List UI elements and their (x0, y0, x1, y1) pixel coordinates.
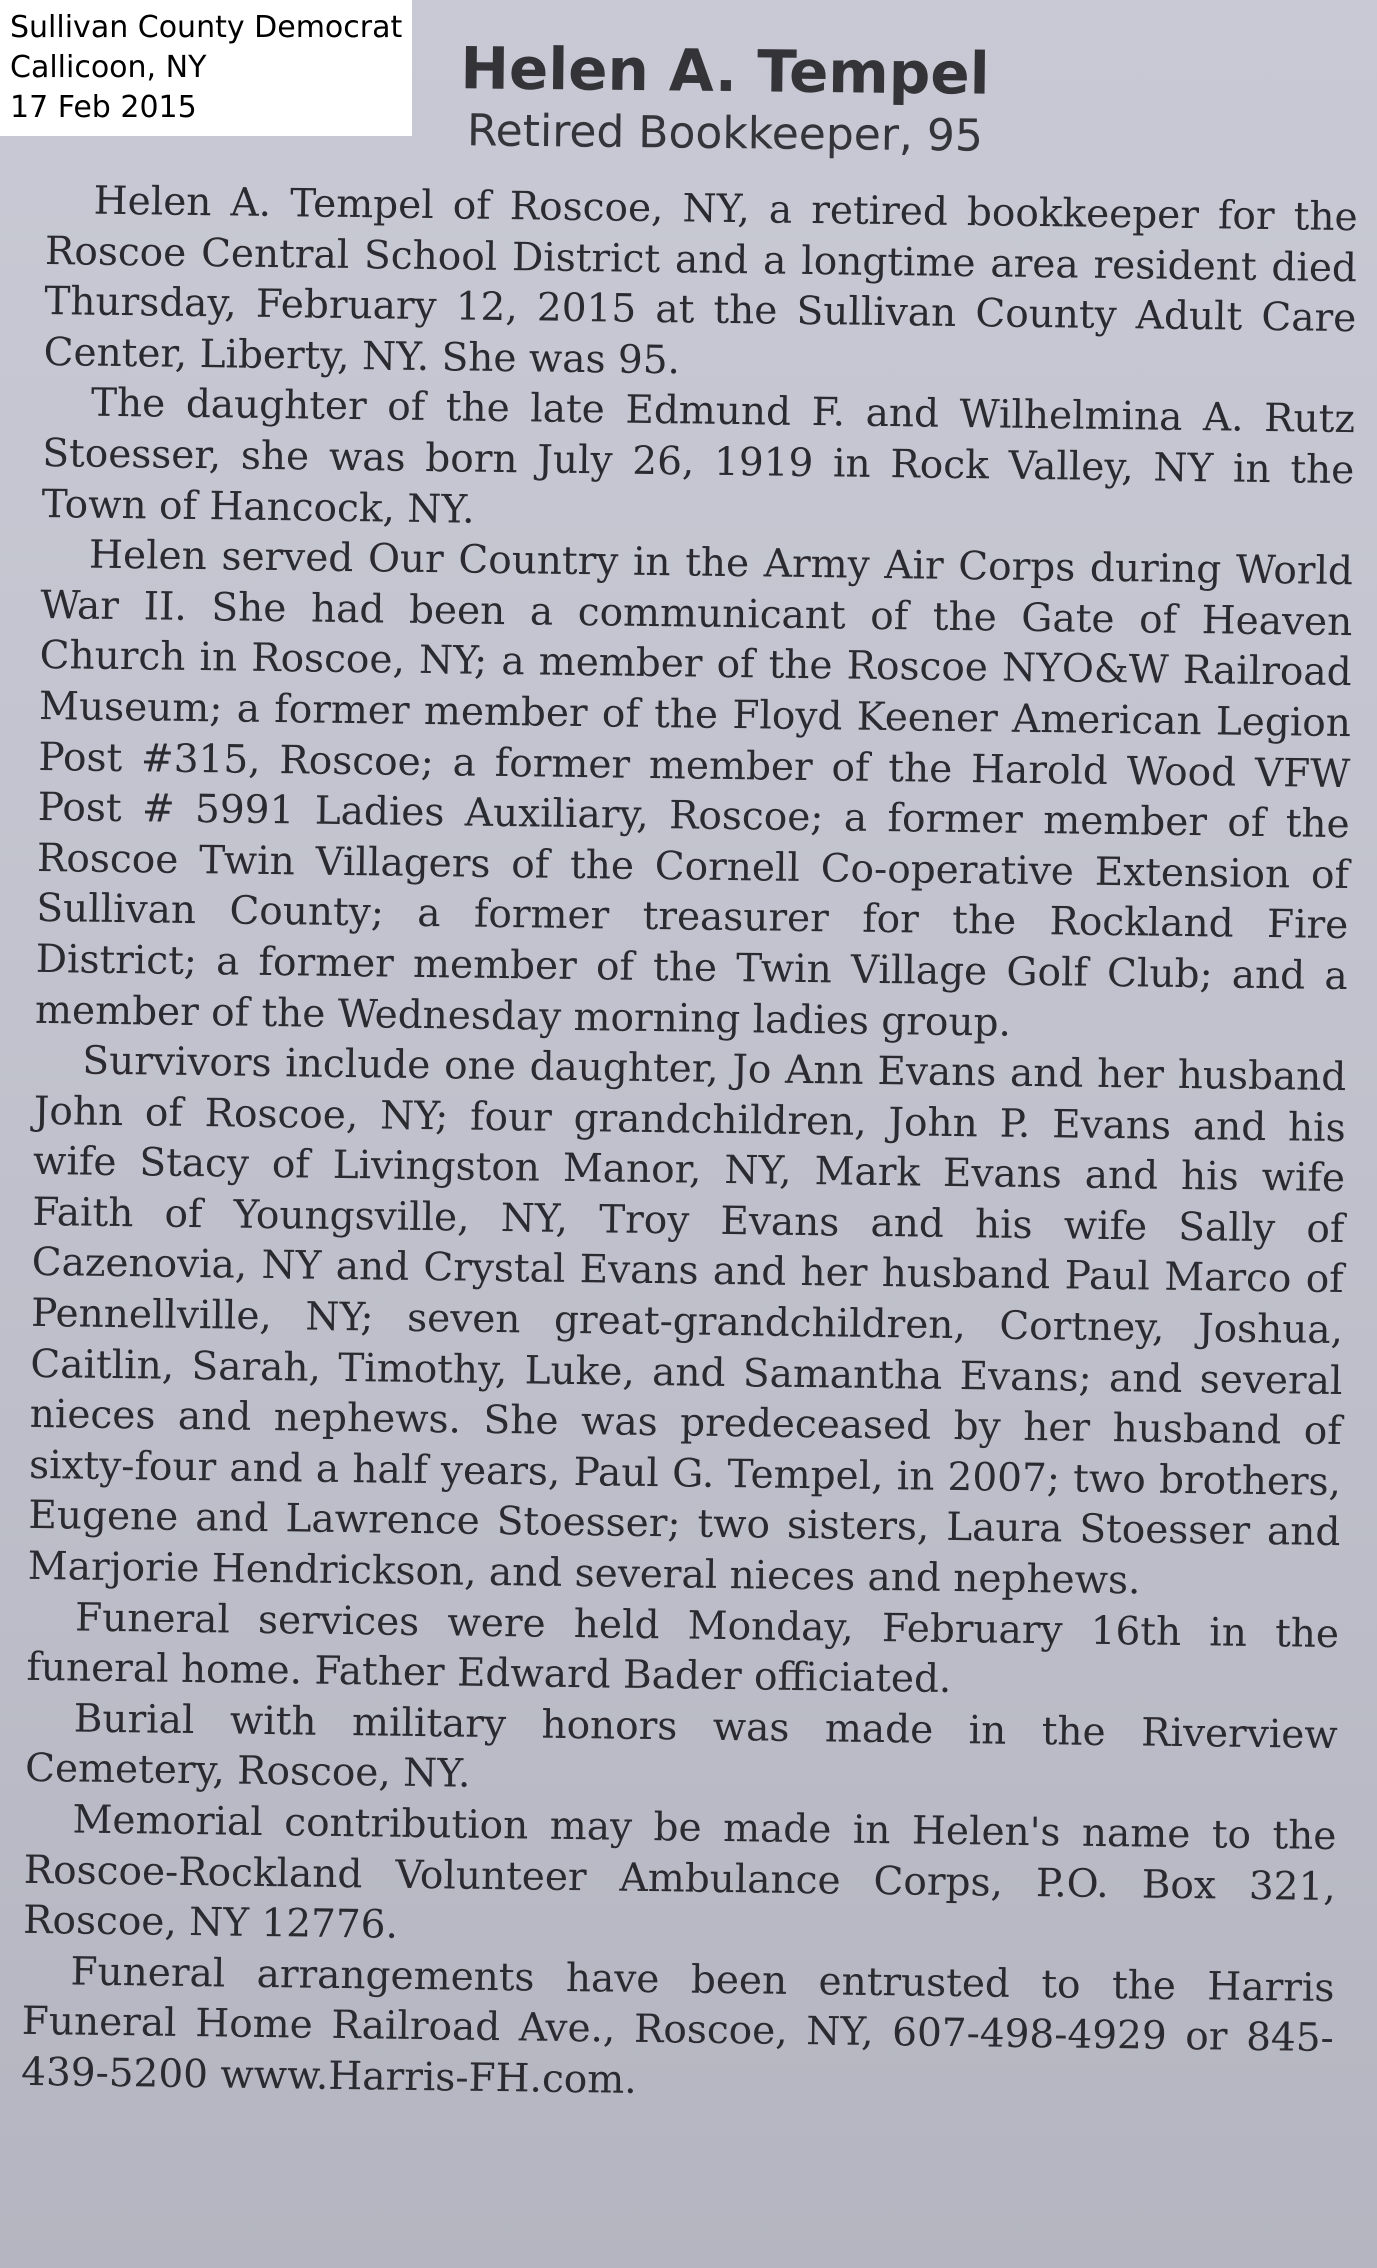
obituary-headline: Helen A. Tempel (460, 34, 990, 108)
obituary-subtitle: Retired Bookkeeper, 95 (466, 105, 984, 162)
paragraph-arrangements: Funeral arrangements have been entrusted to the Harris Funeral Home Railroad Ave., Roscoe, NY, 607-498-4929 or 845-439-5200 www.Harris-FH.com. (20, 1949, 1335, 2103)
paragraph-parents: The daughter of the late Edmund F. and Wilhelmina A. Rutz Stoesser, she was born July 26, 1919 in Rock Valley, NY in the Town of Hancock, NY. (41, 380, 1356, 533)
paragraph-burial: Burial with military honors was made in the Riverview Cemetery, Roscoe, NY. (24, 1696, 1338, 1798)
publication-location: Callicoon, NY (10, 50, 207, 85)
source-caption (0, 0, 412, 136)
paragraph-memorial: Memorial contribution may be made in Helen's name to the Roscoe-Rockland Volunteer Ambulance Corps, P.O. Box 321, Roscoe, NY 12776. (22, 1797, 1337, 1948)
publication-name: Sullivan County Democrat (10, 10, 403, 45)
paragraph-service: Helen served Our Country in the Army Air Corps during World War II. She had been a communicant of the Gate of Heaven Church in Roscoe, NY; a member of the Roscoe NYO&W Railroad Museum; a former member of the Floyd Keener American Legion Post #315, Roscoe; a former member of the Harold Wood VFW Post # 5991 Ladies Auxiliary, Roscoe; a former member of the Roscoe Twin Villagers of the Cornell Co-operative Extension of Sullivan County; a former treasurer for the Rockland Fire District; a former member of the Twin Village Golf Club; and a member of the Wednesday morning ladies group. (34, 532, 1354, 1046)
paragraph-survivors: Survivors include one daughter, Jo Ann Evans and her husband John of Roscoe, NY; four grandchildren, John P. Evans and his wife Stacy of Livingston Manor, NY, Mark Evans and his wife Faith of Youngsville, NY, Troy Evans and his wife Sally of Cazenovia, NY and Crystal Evans and her husband Paul Marco of Pennellville, NY; seven great-grandchildren, Cortney, Joshua, Caitlin, Sarah, Timothy, Luke, and Samantha Evans; and several nieces and nephews. She was predeceased by her husband of sixty-four and a half years, Paul G. Tempel, in 2007; two brothers, Eugene and Lawrence Stoesser; two sisters, Laura Stoesser and Marjorie Hendrickson, and several nieces and nephews. (27, 1038, 1347, 1604)
publication-date: 17 Feb 2015 (10, 90, 197, 125)
paragraph-intro: Helen A. Tempel of Roscoe, NY, a retired bookkeeper for the Roscoe Central School District and a longtime area resident died Thursday, February 12, 2015 at the Sullivan County Adult Care Center, Liberty, NY. She was 95. (43, 178, 1358, 384)
obituary-body (21, 176, 1358, 2116)
paragraph-funeral: Funeral services were held Monday, February 16th in the funeral home. Father Edward Bader officiated. (26, 1595, 1340, 1703)
